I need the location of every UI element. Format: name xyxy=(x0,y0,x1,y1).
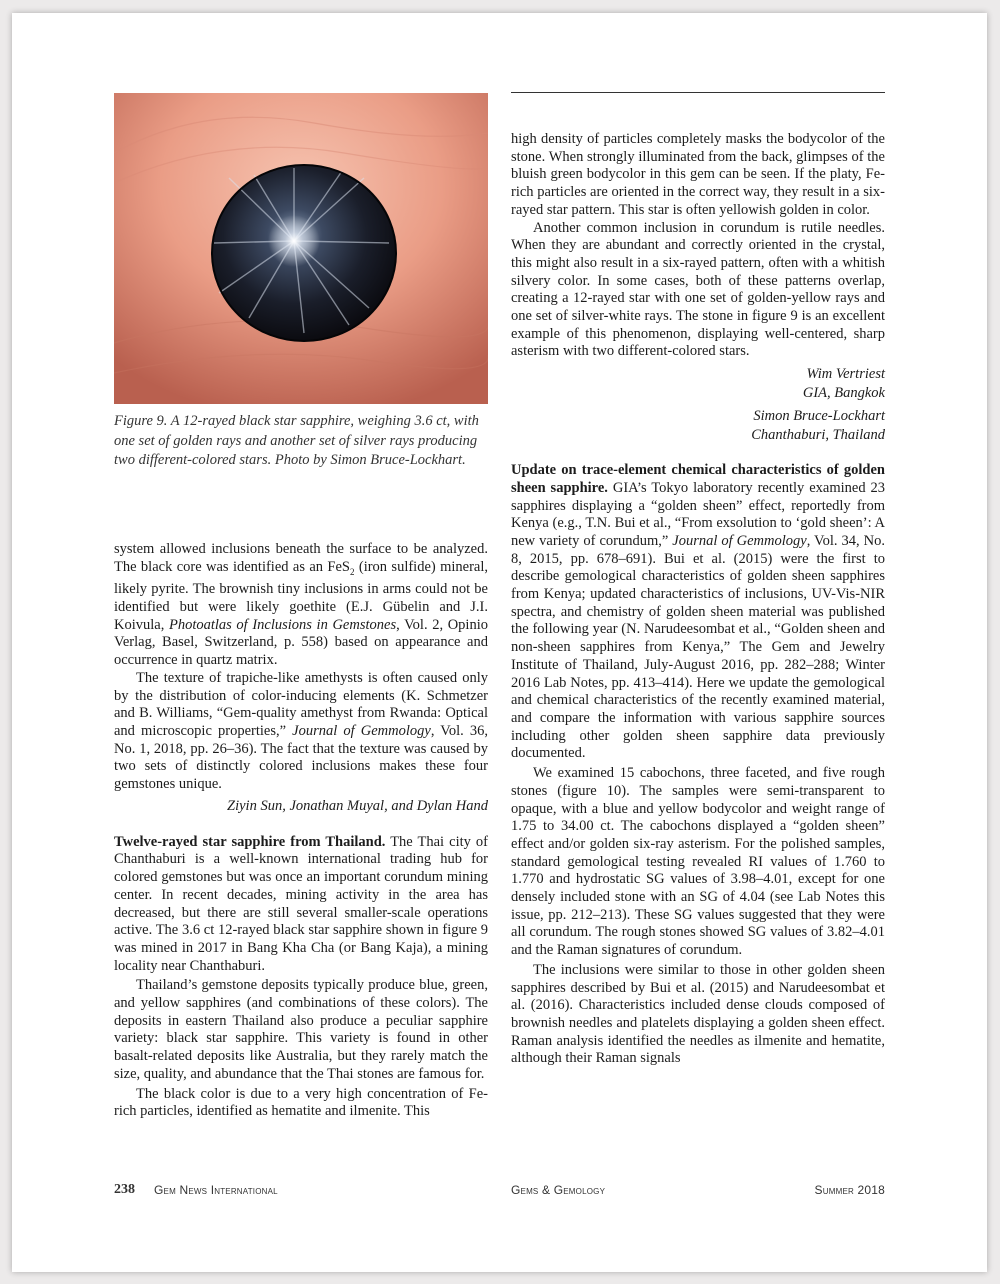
section-heading: Update on trace-element chemical characteristics of golden sheen sapphire. xyxy=(511,462,885,496)
paragraph: We examined 15 cabochons, three faceted, and five rough stones (figure 10). The samples were semi-transparent to opaque, with a blue and yellow bodycolor and weight range of 1.75 to 34.00 ct. The cabochons displayed a “golden sheen” effect and/or golden six-ray asterism. For the polished samples, standard gemological testing revealed RI values of 1.760 to 1.770 and hydrostatic SG values of 3.98–4.01, except for one densely included stone with an SG of 4.04 (see Lab Notes this issue, pp. 212–213). These SG values suggested that they were all corundum. The rough stones showed SG values of 3.82–4.01 and the Raman signatures of corundum. xyxy=(511,765,885,959)
author-name: Wim Vertriest xyxy=(806,366,885,383)
paragraph: Update on trace-element chemical characteristics of golden sheen sapphire. GIA’s Tokyo laboratory recently examined 23 sapphires displaying a “golden sheen” effect, reportedly from Kenya (e.g., T.N. Bui et al., “From exsolution to ‘gold sheen’: A new variety of corundum,” Journal of Gemmology, Vol. 34, No. 8, 2015, pp. 678–691). Bui et al. (2015) were the first to describe gemological characteristics of golden sheen sapphires from Kenya; updated characteristics of inclusions, UV-Vis-NIR spectra, and chemistry of golden sheen material was published the following year (N. Narudeesombat et al., “Golden sheen and non-sheen sapphires from Kenya,” The Gem and Jewelry Institute of Thailand, July-August 2016, pp. 282–288; Winter 2016 Lab Notes, pp. 413–414). Here we update the gemological and chemical characteristics of the recently examined material, and compare the information with various sapphire sources including other golden sheen sapphire data previously documented. xyxy=(511,462,886,762)
footer-section: Gem News International xyxy=(154,1183,278,1197)
star-sapphire-photo xyxy=(114,93,488,404)
right-column xyxy=(511,131,885,1068)
star-sapphire-image xyxy=(114,93,488,404)
paragraph: high density of particles completely masks the bodycolor of the stone. When strongly illuminated from the back, glimpses of the bluish green bodycolor in this gem can be seen. If the platy, Fe-rich particles are oriented in the correct way, they result in a six-rayed star pattern. This star is often yellowish golden in color. xyxy=(511,131,885,218)
paragraph: Twelve-rayed star sapphire from Thailand. The Thai city of Chanthaburi is a well-known international trading hub for colored gemstones but was once an important corundum mining center. In recent decades, mining activity in the area has decreased, but there are still several smaller-scale operations active. The 3.6 ct 12-rayed black star sapphire shown in figure 9 was mined in 2017 in Bang Kha Cha (or Bang Kaja), a mining locality near Chanthaburi. xyxy=(114,833,488,974)
footer-journal: Gems & Gemology xyxy=(511,1183,606,1197)
column-rule xyxy=(511,92,885,93)
section-heading: Twelve-rayed star sapphire from Thailand. xyxy=(114,833,386,850)
paragraph: Another common inclusion in corundum is rutile needles. When they are abundant and correctly oriented in the crystal, this might also result in a six-rayed pattern, often with a whitish silvery color. In some cases, both of these patterns overlap, creating a 12-rayed star with one set of golden-yellow rays and one set of silver-white rays. The stone in figure 9 is an excellent example of this phenomenon, displaying well-centered, sharp asterism with two different-colored stars. xyxy=(511,219,885,360)
paragraph: The inclusions were similar to those in other golden sheen sapphires described by Bui et al. (2015) and Narudeesombat et al. (2016). Characteristics included dense clouds composed of brownish needles and platelets displaying a golden sheen effect. Raman analysis identified the needles as ilmenite and hematite, although their Raman signals xyxy=(511,961,885,1067)
page xyxy=(12,13,987,1272)
author-affiliation: GIA, Bangkok xyxy=(802,385,885,402)
figure-caption: Figure 9. A 12-rayed black star sapphire, weighing 3.6 ct, with one set of golden rays and another set of silver rays producing two different-colored stars. Photo by Simon Bruce-Lockhart. xyxy=(114,413,479,468)
paragraph: The black color is due to a very high concentration of Fe-rich particles, identified as hematite and ilmenite. This xyxy=(114,1085,488,1120)
page-footer xyxy=(12,1183,987,1203)
left-column xyxy=(114,541,488,1121)
page-number: 238 xyxy=(114,1182,135,1197)
paragraph: system allowed inclusions beneath the surface to be analyzed. The black core was identified as an FeS$_2$ (iron sulfide) mineral, likely pyrite. The brownish tiny inclusions in arms could not be identified but were likely goethite (E.J. Gübelin and J.I. Koivula, Photoatlas of Inclusions in Gemstones, Vol. 2, Opinio Verlag, Basel, Switzerland, p. 558) based on appearance and occurrence in quartz matrix. xyxy=(114,541,489,669)
author-signature xyxy=(511,365,885,445)
author-signature: Ziyin Sun, Jonathan Muyal, and Dylan Hand xyxy=(227,797,488,814)
author-affiliation: Chanthaburi, Thailand xyxy=(751,427,885,444)
footer-issue: Summer 2018 xyxy=(814,1183,885,1197)
author-name: Simon Bruce-Lockhart xyxy=(753,408,885,425)
paragraph: The texture of trapiche-like amethysts is often caused only by the distribution of color-inducing elements (K. Schmetzer and B. Williams, “Gem-quality amethyst from Rwanda: Optical and microscopic properties,” Journal of Gemmology, Vol. 36, No. 1, 2018, pp. 26–36). The fact that the texture was caused by two sets of distinctly colored inclusions makes these four gemstones unique. xyxy=(114,669,489,793)
paragraph: Thailand’s gemstone deposits typically produce blue, green, and yellow sapphires (and combinations of these colors). The deposits in eastern Thailand also produce a peculiar sapphire variety: black star sapphire. This variety is found in other basalt-related deposits like Australia, but they rarely match the size, quality, and abundance that the Thai stones are famous for. xyxy=(114,977,488,1082)
